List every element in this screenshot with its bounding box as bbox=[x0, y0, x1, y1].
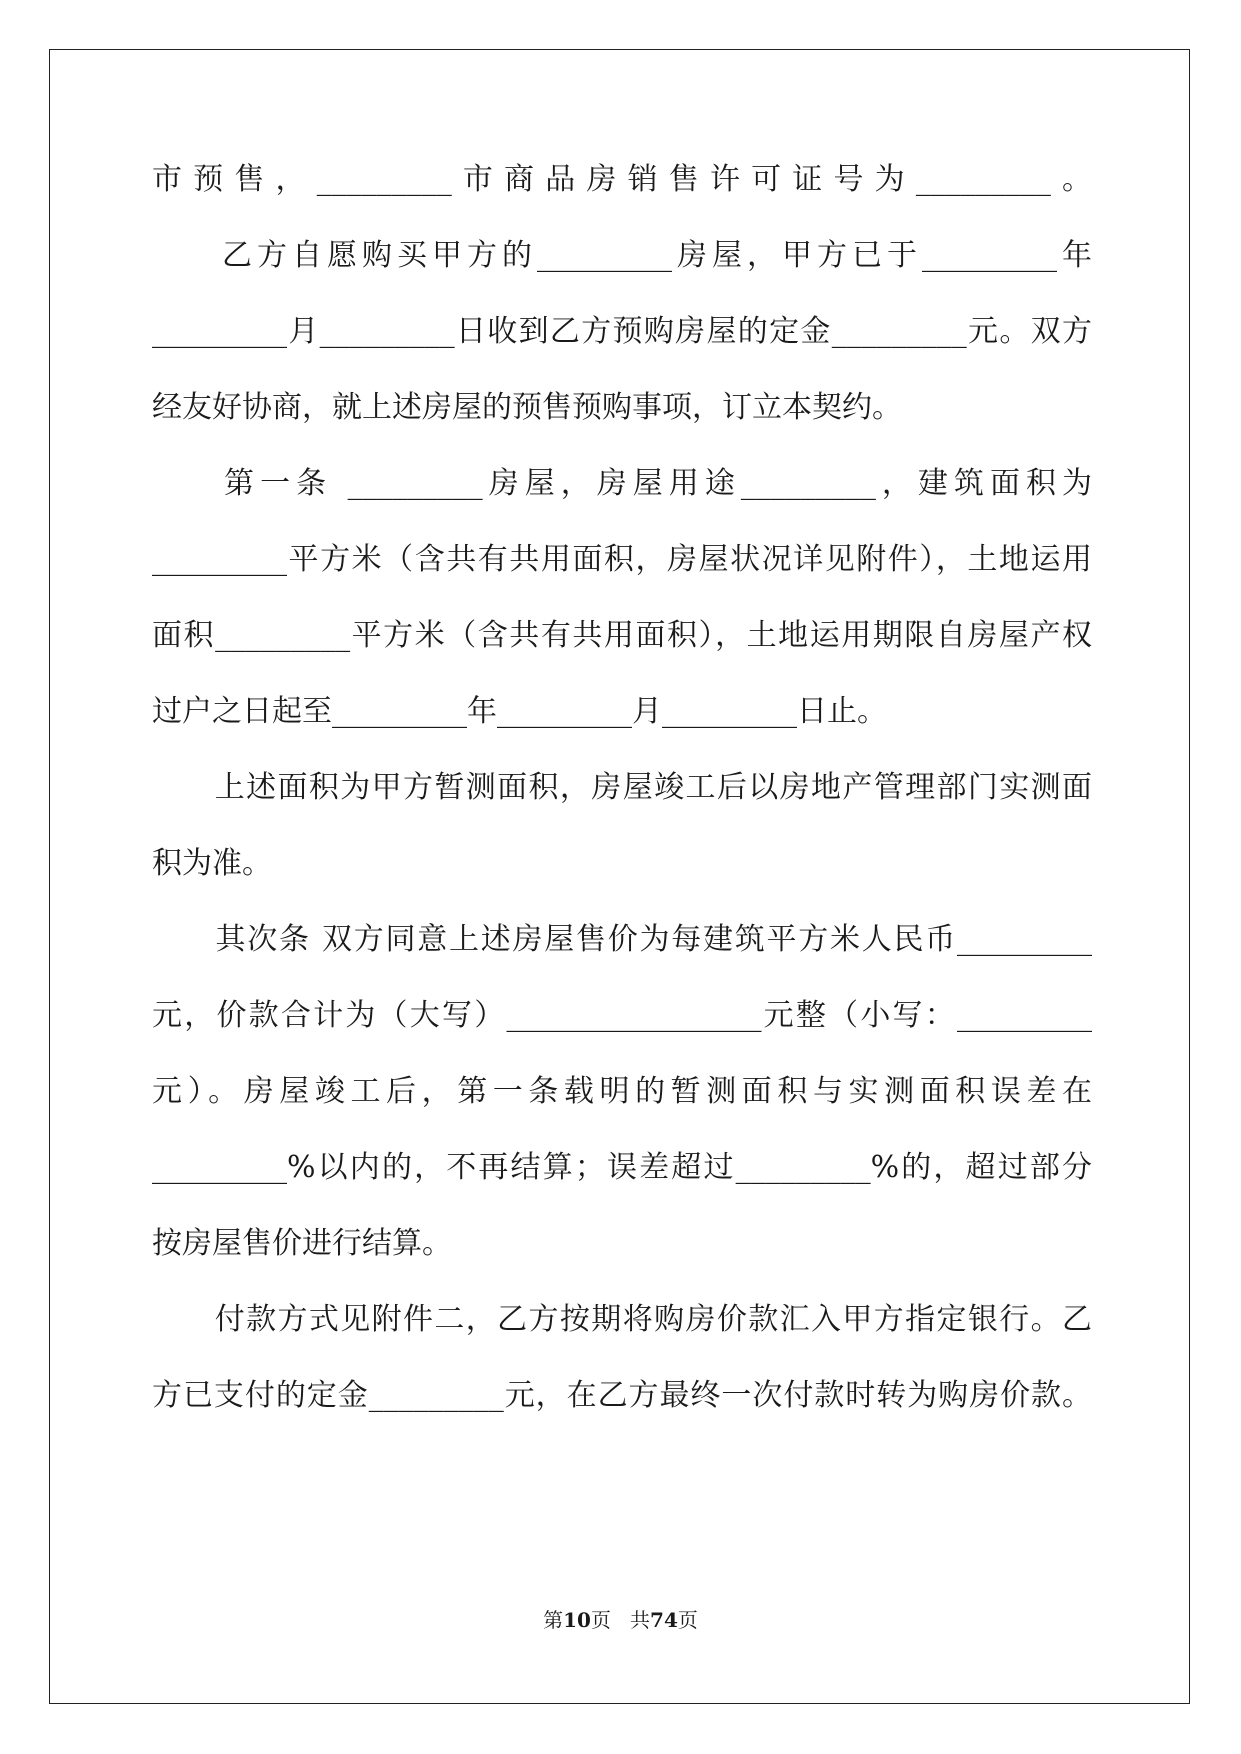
text-line: 过户之日起至_________年_________月_________日止。 bbox=[152, 694, 887, 729]
text-line: 按房屋售价进行结算。 bbox=[152, 1226, 452, 1261]
text-line: 方已支付的定金_________元，在乙方最终一次付款时转为购房价款。 bbox=[152, 1378, 1092, 1413]
text-line: 乙方自愿购买甲方的_________房屋，甲方已于_________年 bbox=[152, 238, 1092, 273]
text-line: 其次条 双方同意上述房屋售价为每建筑平方米人民币_________ bbox=[152, 922, 1092, 957]
text-line: _________月_________日收到乙方预购房屋的定金_________元。双方 bbox=[152, 314, 1092, 349]
page-prefix: 第 bbox=[543, 1608, 564, 1632]
text-line: 积为准。 bbox=[152, 846, 272, 881]
text-line: 上述面积为甲方暂测面积，房屋竣工后以房地产管理部门实测面 bbox=[152, 770, 1092, 805]
text-line: _________%以内的，不再结算；误差超过_________%的，超过部分 bbox=[152, 1150, 1092, 1185]
total-pages: 74 bbox=[650, 1608, 678, 1632]
text-line: 元）。房屋竣工后，第一条载明的暂测面积与实测面积误差在 bbox=[152, 1074, 1092, 1109]
page-footer bbox=[0, 1604, 1241, 1633]
text-line: 元，价款合计为（大写）_________________元整（小写：_________ bbox=[152, 998, 1092, 1033]
text-line: 市预售，_________市商品房销售许可证号为_________。 bbox=[152, 162, 1092, 197]
text-line: 付款方式见附件二，乙方按期将购房价款汇入甲方指定银行。乙 bbox=[152, 1302, 1092, 1337]
text-line: _________平方米（含共有共用面积，房屋状况详见附件），土地运用 bbox=[152, 542, 1092, 577]
total-suffix: 页 bbox=[677, 1608, 698, 1632]
text-line: 第一条 _________房屋，房屋用途_________，建筑面积为 bbox=[152, 466, 1092, 501]
total-prefix: 共 bbox=[630, 1608, 651, 1632]
text-line: 面积_________平方米（含共有共用面积），土地运用期限自房屋产权 bbox=[152, 618, 1092, 653]
text-line: 经友好协商，就上述房屋的预售预购事项，订立本契约。 bbox=[152, 390, 902, 425]
page-number: 10 bbox=[563, 1608, 591, 1632]
page-suffix: 页 bbox=[590, 1608, 611, 1632]
